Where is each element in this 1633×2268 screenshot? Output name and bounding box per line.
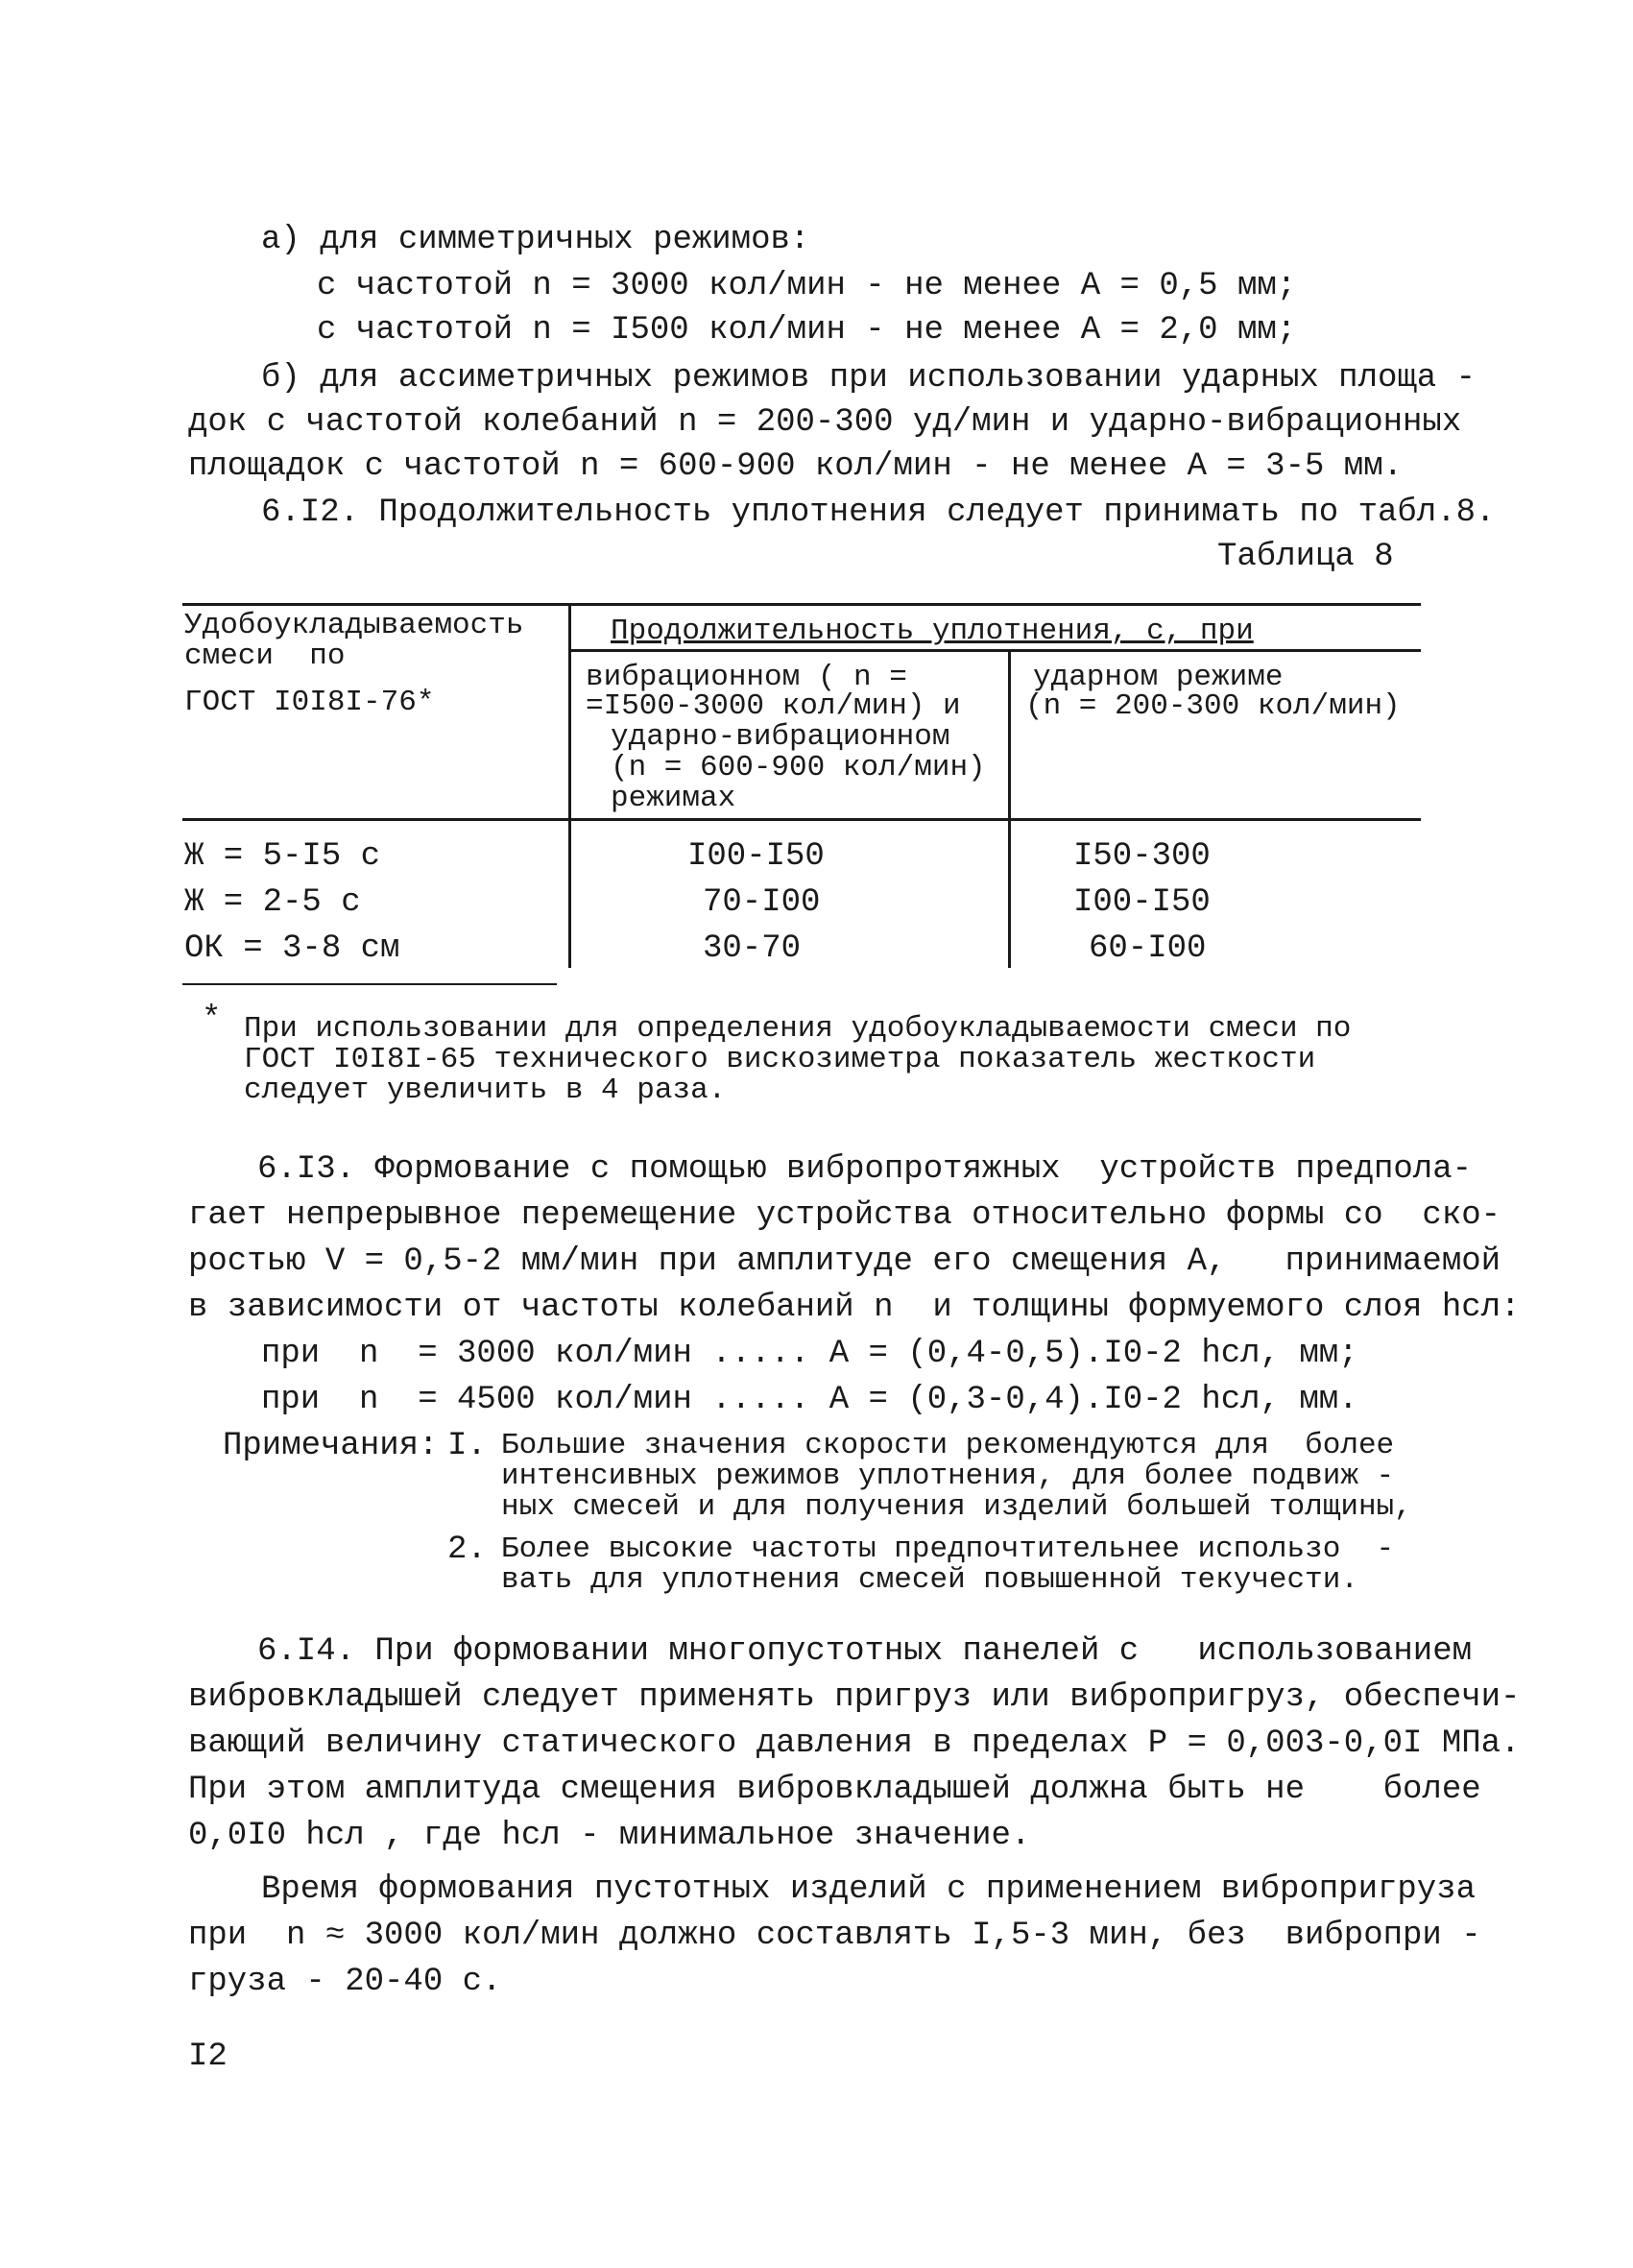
section-6-14-line-3: вающий величину статического давления в пределах Р = 0,003-0,0I МПа.: [188, 1725, 1521, 1762]
group-header: Продолжительность уплотнения, с, при: [611, 615, 1254, 648]
col2-header-line-3: ударно-вибрационном: [611, 720, 950, 754]
col2-header-line-2: =I500-3000 кол/мин) и: [586, 689, 961, 723]
list-a-line-2: с частотой n = I500 кол/мин - не менее А = 2,0 мм;: [317, 312, 1297, 349]
list-b-line-3: площадок с частотой n = 600-900 кол/мин - не менее А = 3-5 мм.: [188, 448, 1404, 485]
list-a-line-1: с частотой n = 3000 кол/мин - не менее А = 0,5 мм;: [317, 268, 1297, 304]
section-6-14-p2-line-2: при n ≈ 3000 кол/мин должно составлять I,5-3 мин, без вибропри -: [188, 1918, 1481, 1954]
col3-header-line-1: ударном режиме: [1033, 661, 1284, 694]
section-6-14-line-4: При этом амплитуда смещения вибровкладышей должна быть не более: [188, 1772, 1481, 1808]
table-caption: Таблица 8: [1217, 539, 1394, 575]
table-row-3-vib: 30-70: [703, 930, 802, 967]
section-6-13-line-1: 6.I3. Формование с помощью вибропротяжных устройств предпола-: [257, 1151, 1473, 1188]
col1-header-line-2: смеси по: [184, 639, 346, 673]
table-row-3-mix: ОК = 3-8 см: [184, 930, 400, 967]
note-1-number: I.: [447, 1428, 487, 1464]
section-6-12: 6.I2. Продолжительность уплотнения следует принимать по табл.8.: [261, 495, 1496, 531]
note-2-line-1: Более высокие частоты предпочтительнее использо -: [501, 1532, 1395, 1566]
section-6-14-line-1: 6.I4. При формовании многопустотных панелей с использованием: [257, 1633, 1473, 1670]
table-row-1-vib: I00-I50: [687, 838, 825, 875]
page-number: I2: [188, 2039, 228, 2075]
notes-label: Примечания:: [223, 1428, 439, 1464]
table-group-rule: [570, 649, 1421, 652]
section-6-14-p2-line-1: Время формования пустотных изделий с применением вибропригруза: [261, 1871, 1477, 1908]
note-1-line-3: ных смесей и для получения изделий большей толщины,: [501, 1490, 1412, 1524]
note-2-number: 2.: [447, 1532, 487, 1568]
section-6-14-line-5: 0,0I0 hсл , где hсл - минимальное значение.: [188, 1818, 1031, 1854]
col3-header-line-2: (n = 200-300 кол/мин): [1025, 689, 1401, 723]
table-row-3-impact: 60-I00: [1089, 930, 1207, 967]
note-1-line-2: интенсивных режимов уплотнения, для более подвиж -: [501, 1460, 1395, 1493]
col2-header-line-5: режимах: [611, 782, 736, 815]
table-row-2-impact: I00-I50: [1073, 884, 1211, 921]
formula-1: при n = 3000 кол/мин ..... А = (0,4-0,5).I0-2 hсл, мм;: [261, 1336, 1358, 1372]
footnote-mark: *: [202, 1001, 222, 1038]
col2-header-line-4: (n = 600-900 кол/мин): [611, 751, 986, 784]
table-row-1-mix: Ж = 5-I5 с: [184, 838, 381, 875]
table-header-rule: [182, 818, 1421, 821]
col1-header-line-3: ГОСТ I0I8I-76*: [184, 686, 435, 719]
formula-2: при n = 4500 кол/мин ..... А = (0,3-0,4).I0-2 hсл, мм.: [261, 1382, 1358, 1418]
col2-header-line-1: вибрационном ( n =: [586, 661, 907, 694]
table-vline-1: [568, 605, 571, 968]
section-6-13-line-3: ростью V = 0,5-2 мм/мин при амплитуде его смещения А, принимаемой: [188, 1243, 1501, 1280]
footnote-line-1: При использовании для определения удобоукладываемости смеси по: [244, 1012, 1352, 1046]
table-vline-2: [1008, 651, 1011, 968]
list-b-line-2: док с частотой колебаний n = 200-300 уд/мин и ударно-вибрационных: [188, 404, 1462, 441]
table-bottom-rule: [182, 983, 557, 985]
col1-header-line-1: Удобоукладываемость: [184, 609, 524, 642]
table-row-2-vib: 70-I00: [703, 884, 821, 921]
section-6-13-line-2: гает непрерывное перемещение устройства относительно формы со ско-: [188, 1197, 1501, 1234]
table-row-1-impact: I50-300: [1073, 838, 1211, 875]
table-top-rule: [182, 603, 1421, 606]
section-6-14-line-2: вибровкладышей следует применять пригруз или вибропригруз, обеспечи-: [188, 1679, 1521, 1716]
table-row-2-mix: Ж = 2-5 с: [184, 884, 361, 921]
note-2-line-2: вать для уплотнения смесей повышенной текучести.: [501, 1563, 1358, 1597]
section-6-14-p2-line-3: груза - 20-40 с.: [188, 1964, 502, 2000]
list-b-line-1: б) для ассиметричных режимов при использовании ударных площа -: [261, 360, 1477, 397]
section-6-13-line-4: в зависимости от частоты колебаний n и толщины формуемого слоя hсл:: [188, 1290, 1521, 1326]
footnote-line-3: следует увеличить в 4 раза.: [244, 1074, 727, 1107]
note-1-line-1: Большие значения скорости рекомендуются для более: [501, 1429, 1395, 1462]
footnote-line-2: ГОСТ I0I8I-65 технического вискозиметра показатель жесткости: [244, 1043, 1316, 1076]
list-a-title: а) для симметричных режимов:: [261, 222, 810, 258]
